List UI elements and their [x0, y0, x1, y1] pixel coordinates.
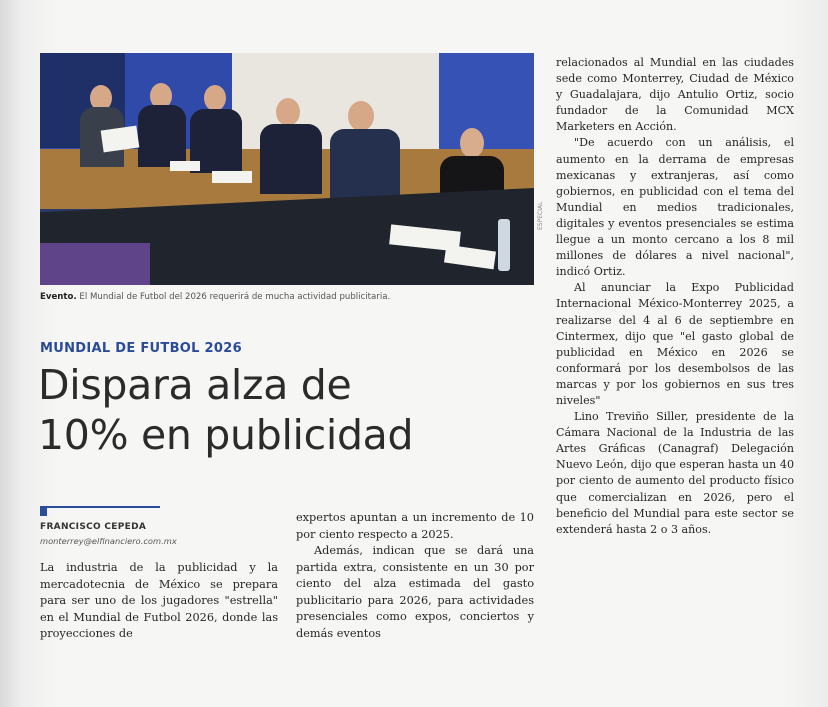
caption-text: El Mundial de Futbol del 2026 requerirá de mucha actividad publicitaria.	[76, 292, 391, 302]
headline-line-1: Dispara alza de	[38, 361, 352, 409]
paragraph: Lino Treviño Siller, presidente de la Cámara Nacional de la Industria de las Artes Gráficas (Canagraf) Delegación Nuevo León, dijo que esperan hasta un 40 por ciento de aumento del producto físico que comercializan en 2026, pero el beneficio del Mundial para este sector se extenderá hasta 2 o 3 años.	[556, 410, 794, 536]
author-name: FRANCISCO CEPEDA	[40, 522, 147, 532]
paper-sheet	[212, 171, 252, 183]
paragraph: La industria de la publicidad y la mercadotecnia de México se prepara para ser uno de los jugadores "estrella" en el Mundial de Futbol 2026, donde las proyecciones de	[40, 561, 278, 640]
photo-credit: ESPECIAL	[537, 201, 544, 230]
article-column-1	[40, 560, 278, 643]
paragraph: relacionados al Mundial en las ciudades sede como Monterrey, Ciudad de México y Guadalajara, dijo Antulio Ortiz, socio fundador de la Comunidad MCX Marketers en Acción.	[556, 56, 794, 134]
paragraph: expertos apuntan a un incremento de 10 por ciento respecto a 2025.	[296, 511, 534, 541]
headline	[38, 360, 538, 460]
headline-line-2: 10% en publicidad	[38, 411, 414, 459]
water-bottle	[498, 219, 510, 271]
byline-rule	[40, 506, 160, 508]
caption-lead: Evento.	[40, 292, 77, 302]
section-kicker: MUNDIAL DE FUTBOL 2026	[40, 341, 242, 356]
article-column-2	[296, 510, 534, 642]
photo-caption	[40, 292, 534, 302]
paragraph: Al anunciar la Expo Publicidad Internacional México-Monterrey 2025, a realizarse del 4 al 6 de septiembre en Cintermex, dijo que "el gasto global de publicidad en México en 2026 se conformará por los desembolsos de las marcas y por los gobiernos en sus tres niveles"	[556, 281, 794, 407]
byline-marker	[40, 506, 47, 516]
event-photo	[40, 53, 534, 285]
paper-sheet	[170, 161, 200, 171]
author-email: monterrey@elfinanciero.com.mx	[40, 536, 177, 546]
paragraph: "De acuerdo con un análisis, el aumento en la derrama de empresas mexicanas y extranjeras, así como gobiernos, en publicidad con el tema del Mundial en medios tradicionales, digitales y eventos presenciales se estima llegue a un monto cercano a los 8 mil millones de dólares a nivel nacional", indicó Ortiz.	[556, 136, 794, 279]
paragraph: Además, indican que se dará una partida extra, consistente en un 30 por ciento del alza estimada del gasto publicitario para 2026, para actividades presenciales como expos, conciertos y demás eventos	[296, 544, 534, 640]
article-column-3	[556, 55, 794, 538]
